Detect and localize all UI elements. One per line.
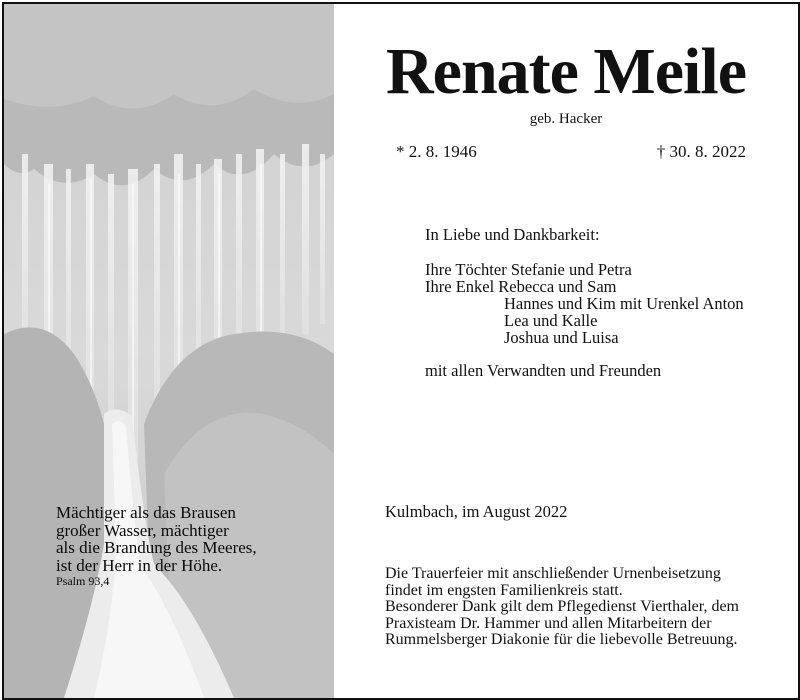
mourners-intro: In Liebe und Dankbarkeit: [425,225,600,244]
notice-line: Die Trauerfeier mit anschließender Urnenbeisetzung [385,565,721,582]
quote-line: Mächtiger als das Brausen [56,503,236,522]
mourner-line: Hannes und Kim mit Urenkel Anton [504,294,744,313]
notice-line: Praxisteam Dr. Hammer und allen Mitarbeitern der [385,614,712,632]
notice-line: findet im engsten Familienkreis statt. [385,581,623,599]
deceased-name: Renate Meile [386,35,746,108]
mourner-line: Joshua und Luisa [504,328,619,347]
quote-line: großer Wasser, mächtiger [56,520,229,540]
obituary-card [2,2,800,700]
quote-line: als die Brandung des Meeres, [56,538,257,557]
waterfall-photo [4,4,334,698]
quote-line: ist der Herr in der Höhe. [56,555,223,575]
notice-line: Rummelsberger Diakonie für die liebevolle Betreuung. [385,631,738,648]
mourner-line: Ihre Enkel Rebecca und Sam [425,277,617,296]
notice-line: Besonderer Dank gilt dem Pflegedienst Vierthaler, dem [385,598,739,615]
mourner-line: Ihre Töchter Stefanie und Petra [425,260,632,279]
place-date: Kulmbach, im August 2022 [385,502,568,521]
death-date: † 30. 8. 2022 [656,142,746,161]
mourner-line: Lea und Kalle [504,311,598,330]
maiden-name: geb. Hacker [529,111,603,127]
psalm-quote [56,504,257,588]
quote-reference: Psalm 93,4 [56,574,110,588]
mourners-block [425,226,744,379]
funeral-notice [385,566,795,649]
mourners-outro: mit allen Verwandten und Freunden [425,361,662,380]
birth-date: * 2. 8. 1946 [396,142,477,161]
